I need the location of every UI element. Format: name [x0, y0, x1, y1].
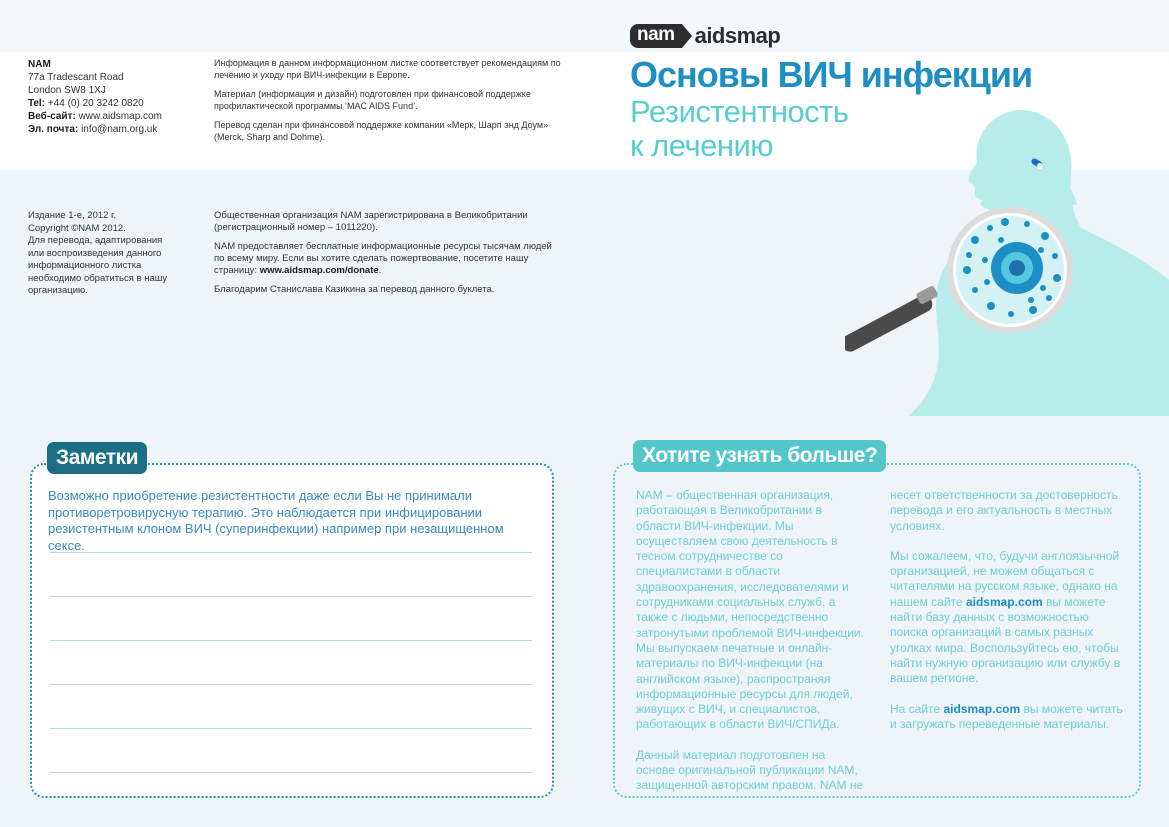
- edition-block: [28, 210, 178, 298]
- org-paragraph: NAM предоставляет бесплатные информационные ресурсы тысячам людей по всему миру. Если вы хотите сделать пожертвование, посетите нашу страницу: www.aidsmap.com/donate.: [214, 241, 552, 276]
- notes-text: Возможно приобретение резистентности даже если Вы не принимали противоретровирусную терапию. Это наблюдается при инфицировании резистентным клоном ВИЧ (суперинфекции) например при незащищенном сексе.: [48, 488, 504, 553]
- logo-text: aidsmap: [694, 23, 781, 48]
- learn-more-paragraph: [890, 549, 1125, 687]
- aidsmap-link[interactable]: aidsmap.com: [943, 701, 1021, 716]
- address-org: NAM: [28, 59, 51, 70]
- logo-nam-box: nam: [630, 24, 682, 48]
- web-label: Веб-сайт:: [28, 111, 76, 122]
- tel-label: Tel:: [28, 98, 46, 109]
- notes-writing-line: [50, 596, 532, 597]
- address-street: 77a Tradescant Road: [28, 72, 124, 83]
- nam-aidsmap-logo: [630, 23, 780, 49]
- subtitle-line: к лечению: [630, 128, 774, 163]
- permission-text: Для перевода, адаптирования или воспроизведения данного информационного листка необходимо обратиться в нашу организацию.: [28, 235, 168, 296]
- email-link[interactable]: info@nam.org.uk: [81, 124, 158, 135]
- info-paragraph: Информация в данном информационном листке соответствует рекомендациям по лечению и уходу при ВИЧ-инфекции в Европе.: [214, 58, 561, 80]
- web-link[interactable]: www.aidsmap.com: [78, 111, 162, 122]
- copyright-line: Copyright ©NAM 2012.: [28, 222, 126, 234]
- email-label: Эл. почта:: [28, 124, 79, 135]
- paragraph-text: вы можете читать и загружать переведенные материалы.: [890, 701, 1123, 731]
- notes-writing-line: [50, 684, 532, 685]
- paragraph-text: Мы сожалеем, что, будучи англоязычной организацией, не можем общаться с читателями на русском языке, однако на нашем сайте: [890, 548, 1120, 609]
- address-block: [28, 58, 162, 136]
- learn-more-column-2: [890, 488, 1125, 747]
- notes-writing-line: [50, 728, 532, 729]
- tel-value: +44 (0) 20 3242 0820: [47, 98, 144, 109]
- learn-more-paragraph: [890, 702, 1125, 733]
- woman-silhouette-magnifier-icon: [845, 100, 1169, 420]
- page-title: Основы ВИЧ инфекции: [630, 54, 1033, 95]
- learn-more-paragraph: Данный материал подготовлен на основе оригинальной публикации NAM, защищенной авторским правом. NAM не: [636, 747, 864, 793]
- paragraph-text: На сайте: [890, 701, 941, 716]
- donate-text: NAM предоставляет бесплатные информационные ресурсы тысячам людей по всему миру. Если вы хотите сделать пожертвование, посетите нашу страницу:: [214, 241, 552, 276]
- learn-more-paragraph: NAM – общественная организация, работающая в Великобритании в области ВИЧ-инфекции. Мы осуществляем свою деятельность в тесном сотрудничестве со специалистами в области здравоохранения, исследователями и сотрудниками социальных служб, а также с людьми, непосредственно затронутыми проблемой ВИЧ-инфекции. Мы выпускаем печатные и онлайн-материалы по ВИЧ-инфекции (на английском языке), распространяя информационные ресурсы для людей, живущих с ВИЧ, и специалистов, работающих в области ВИЧ/СПИДа.: [636, 488, 864, 732]
- subtitle-line: Резистентность: [630, 94, 849, 129]
- notes-writing-line: [50, 552, 532, 553]
- donate-link[interactable]: www.aidsmap.com/donate: [259, 265, 379, 276]
- top-band: [0, 0, 1169, 52]
- paragraph-text: вы можете найти базу данных с возможностью поиска организаций в самых разных уголках мира. Воспользуйтесь ею, чтобы найти нужную организацию или службу в вашем регионе.: [890, 594, 1121, 686]
- org-paragraph: Общественная организация NAM зарегистрирована в Великобритании (регистрационный номер – 1011220).: [214, 210, 528, 233]
- notes-writing-line: [50, 640, 532, 641]
- org-paragraph: Благодарим Станислава Казикина за перевод данного буклета.: [214, 284, 495, 295]
- aidsmap-link[interactable]: aidsmap.com: [965, 594, 1043, 609]
- learn-more-heading: Хотите узнать больше?: [633, 440, 886, 472]
- info-paragraph: Перевод сделан при финансовой поддержке компании «Мерк, Шарп энд Доум» (Merck, Sharp and Dohme).: [214, 120, 549, 142]
- notes-writing-line: [50, 772, 532, 773]
- notes-heading: Заметки: [47, 442, 147, 474]
- learn-more-column-1: [636, 488, 866, 809]
- learn-more-paragraph: несет ответственности за достоверность перевода и его актуальность в местных условиях.: [890, 488, 1118, 533]
- info-paragraph: Материал (информация и дизайн) подготовлен при финансовой поддержке профилактической программы ‘MAC AIDS Fund’.: [214, 89, 531, 111]
- address-city: London SW8 1XJ: [28, 85, 106, 96]
- page-subtitle: [630, 95, 849, 163]
- org-block: [214, 210, 564, 303]
- logo-arrow-icon: [682, 24, 692, 48]
- edition-line: Издание 1-е, 2012 г.: [28, 210, 117, 221]
- info-block: [214, 58, 564, 151]
